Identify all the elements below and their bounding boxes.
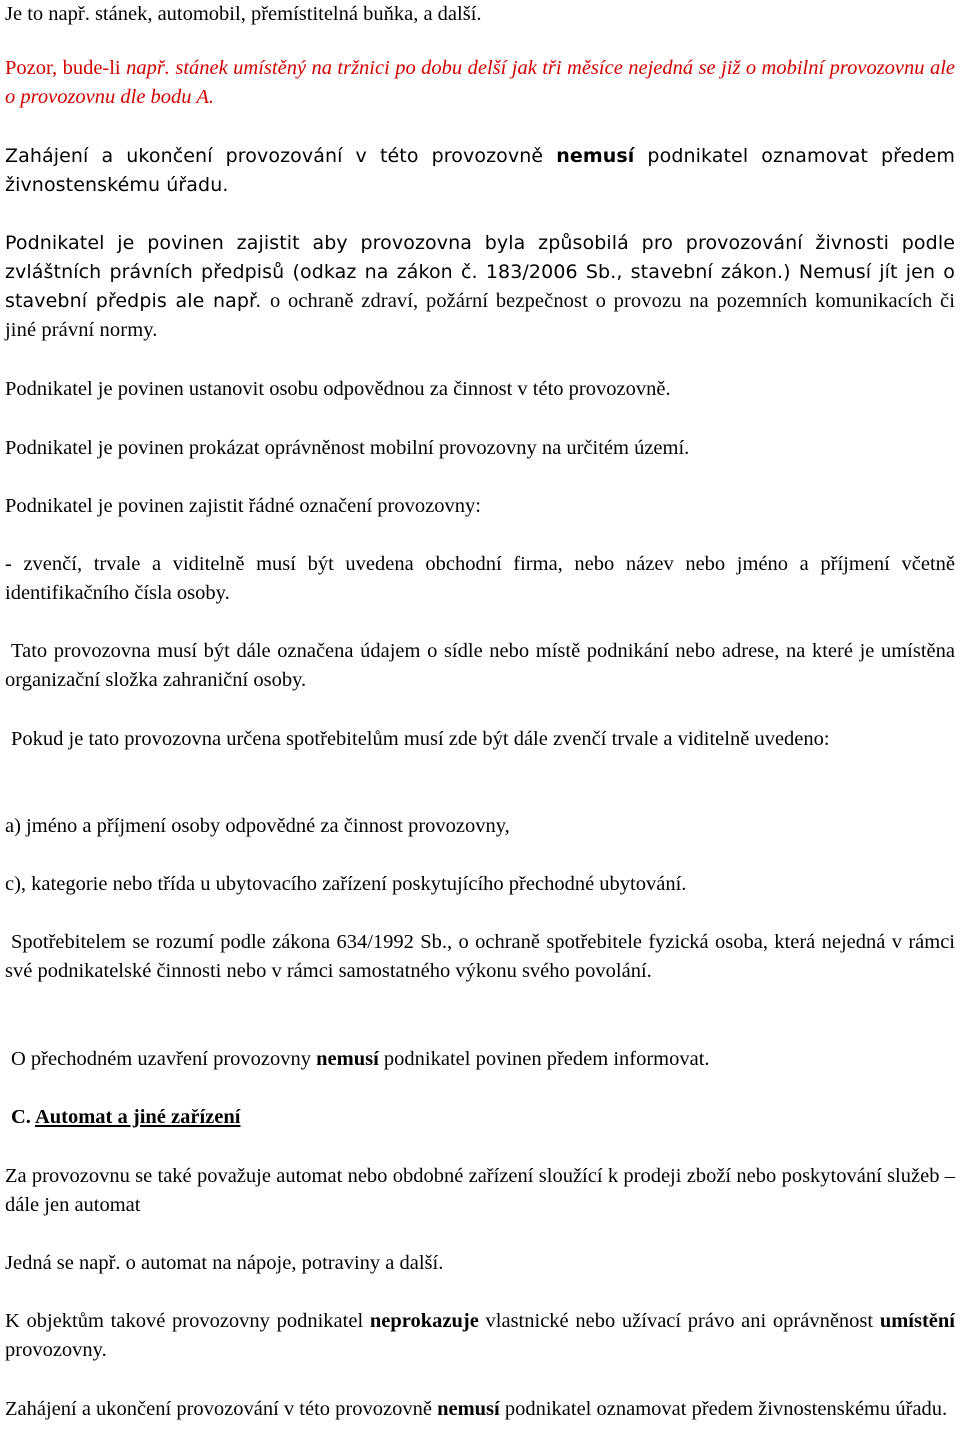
list-item-c: c), kategorie nebo třída u ubytovacího zařízení poskytujícího přechodné ubytování. [5, 873, 687, 895]
paragraph-consumer-definition: Spotřebitelem se rozumí podle zákona 634/1992 Sb., o ochraně spotřebitele fyzická osoba, která nejedná v rámci své podnikatelské činnosti nebo v rámci samostatného výkonu svého povolání. [5, 931, 955, 982]
paragraph-ownership [5, 1307, 955, 1365]
heading-title: Automat a jiné zařízení [34, 1106, 241, 1128]
paragraph-legal-requirements [5, 229, 955, 345]
text-fragment: o ochraně zdraví, požární bezpečnost o provozu na pozemních komunikacích či jiné právní normy. [5, 290, 955, 341]
text-fragment: podnikatel oznamovat předem živnostenskému úřadu. [499, 1398, 948, 1420]
heading-letter: C. [11, 1106, 35, 1128]
paragraph-start-end [5, 142, 955, 200]
emphasis-neprokazuje: neprokazuje [369, 1310, 479, 1332]
text-fragment: Podnikatel je povinen zajistit aby provozovna byla způsobilá pro provozování živnosti podle zvláštních právních předpisů (odkaz na zákon č. 183/2006 Sb., stavební zákon.) Nemusí jít jen o stavební předpis ale např. [5, 232, 955, 312]
paragraph-start-end-automat [5, 1395, 955, 1424]
emphasis-nemusi: nemusí [316, 1048, 379, 1070]
text-fragment: Zahájení a ukončení provozování v této provozovně [5, 145, 557, 167]
list-item-a: a) jméno a příjmení osoby odpovědné za činnost provozovny, [5, 815, 510, 837]
paragraph-responsible-person: Podnikatel je povinen ustanovit osobu odpovědnou za činnost v této provozovně. [5, 378, 671, 400]
paragraph-authorization: Podnikatel je povinen prokázat oprávněnost mobilní provozovny na určitém území. [5, 437, 690, 459]
text-fragment: podnikatel oznamovat předem živnostenskému úřadu. [5, 145, 955, 196]
text-fragment: O přechodném uzavření provozovny [11, 1048, 317, 1070]
text-fragment: podnikatel povinen předem informovat. [378, 1048, 710, 1070]
paragraph-marking: Podnikatel je povinen zajistit řádné označení provozovny: [5, 495, 481, 517]
text-fragment: provozovny. [5, 1339, 107, 1361]
paragraph-warning [5, 54, 955, 112]
emphasis-nemusi: nemusí [556, 145, 635, 167]
paragraph-mobile-examples: Je to např. stánek, automobil, přemístitelná buňka, a další. [5, 3, 482, 25]
paragraph-seat-address: Tato provozovna musí být dále označena údajem o sídle nebo místě podnikání nebo adrese, na které je umístěna organizační složka zahraniční osoby. [5, 640, 955, 691]
text-fragment: Zahájení a ukončení provozování v této provozovně [5, 1398, 438, 1420]
paragraph-automat-definition: Za provozovnu se také považuje automat nebo obdobné zařízení sloužící k prodeji zboží nebo poskytování služeb – dále jen automat [5, 1165, 955, 1216]
warning-lead: Pozor, bude-li [5, 57, 127, 79]
paragraph-outside-marking: - zvenčí, trvale a viditelně musí být uvedena obchodní firma, nebo název nebo jméno a příjmení včetně identifikačního čísla osoby. [5, 553, 955, 604]
emphasis-umisteni: umístění [879, 1310, 955, 1332]
emphasis-nemusi: nemusí [437, 1398, 500, 1420]
warning-text: např. stánek umístěný na tržnici po dobu delší jak tři měsíce nejedná se již o mobilní provozovnu ale o provozovnu dle bodu A. [5, 57, 956, 108]
paragraph-temporary-closure [5, 1045, 710, 1074]
paragraph-automat-examples: Jedná se např. o automat na nápoje, potraviny a další. [5, 1252, 444, 1274]
text-fragment: vlastnické nebo užívací právo ani oprávněnost [478, 1310, 880, 1332]
text-fragment: K objektům takové provozovny podnikatel [5, 1310, 370, 1332]
paragraph-consumers: Pokud je tato provozovna určena spotřebitelům musí zde být dále zvenčí trvale a viditelně uvedeno: [11, 728, 830, 750]
section-heading-c [5, 1103, 240, 1132]
